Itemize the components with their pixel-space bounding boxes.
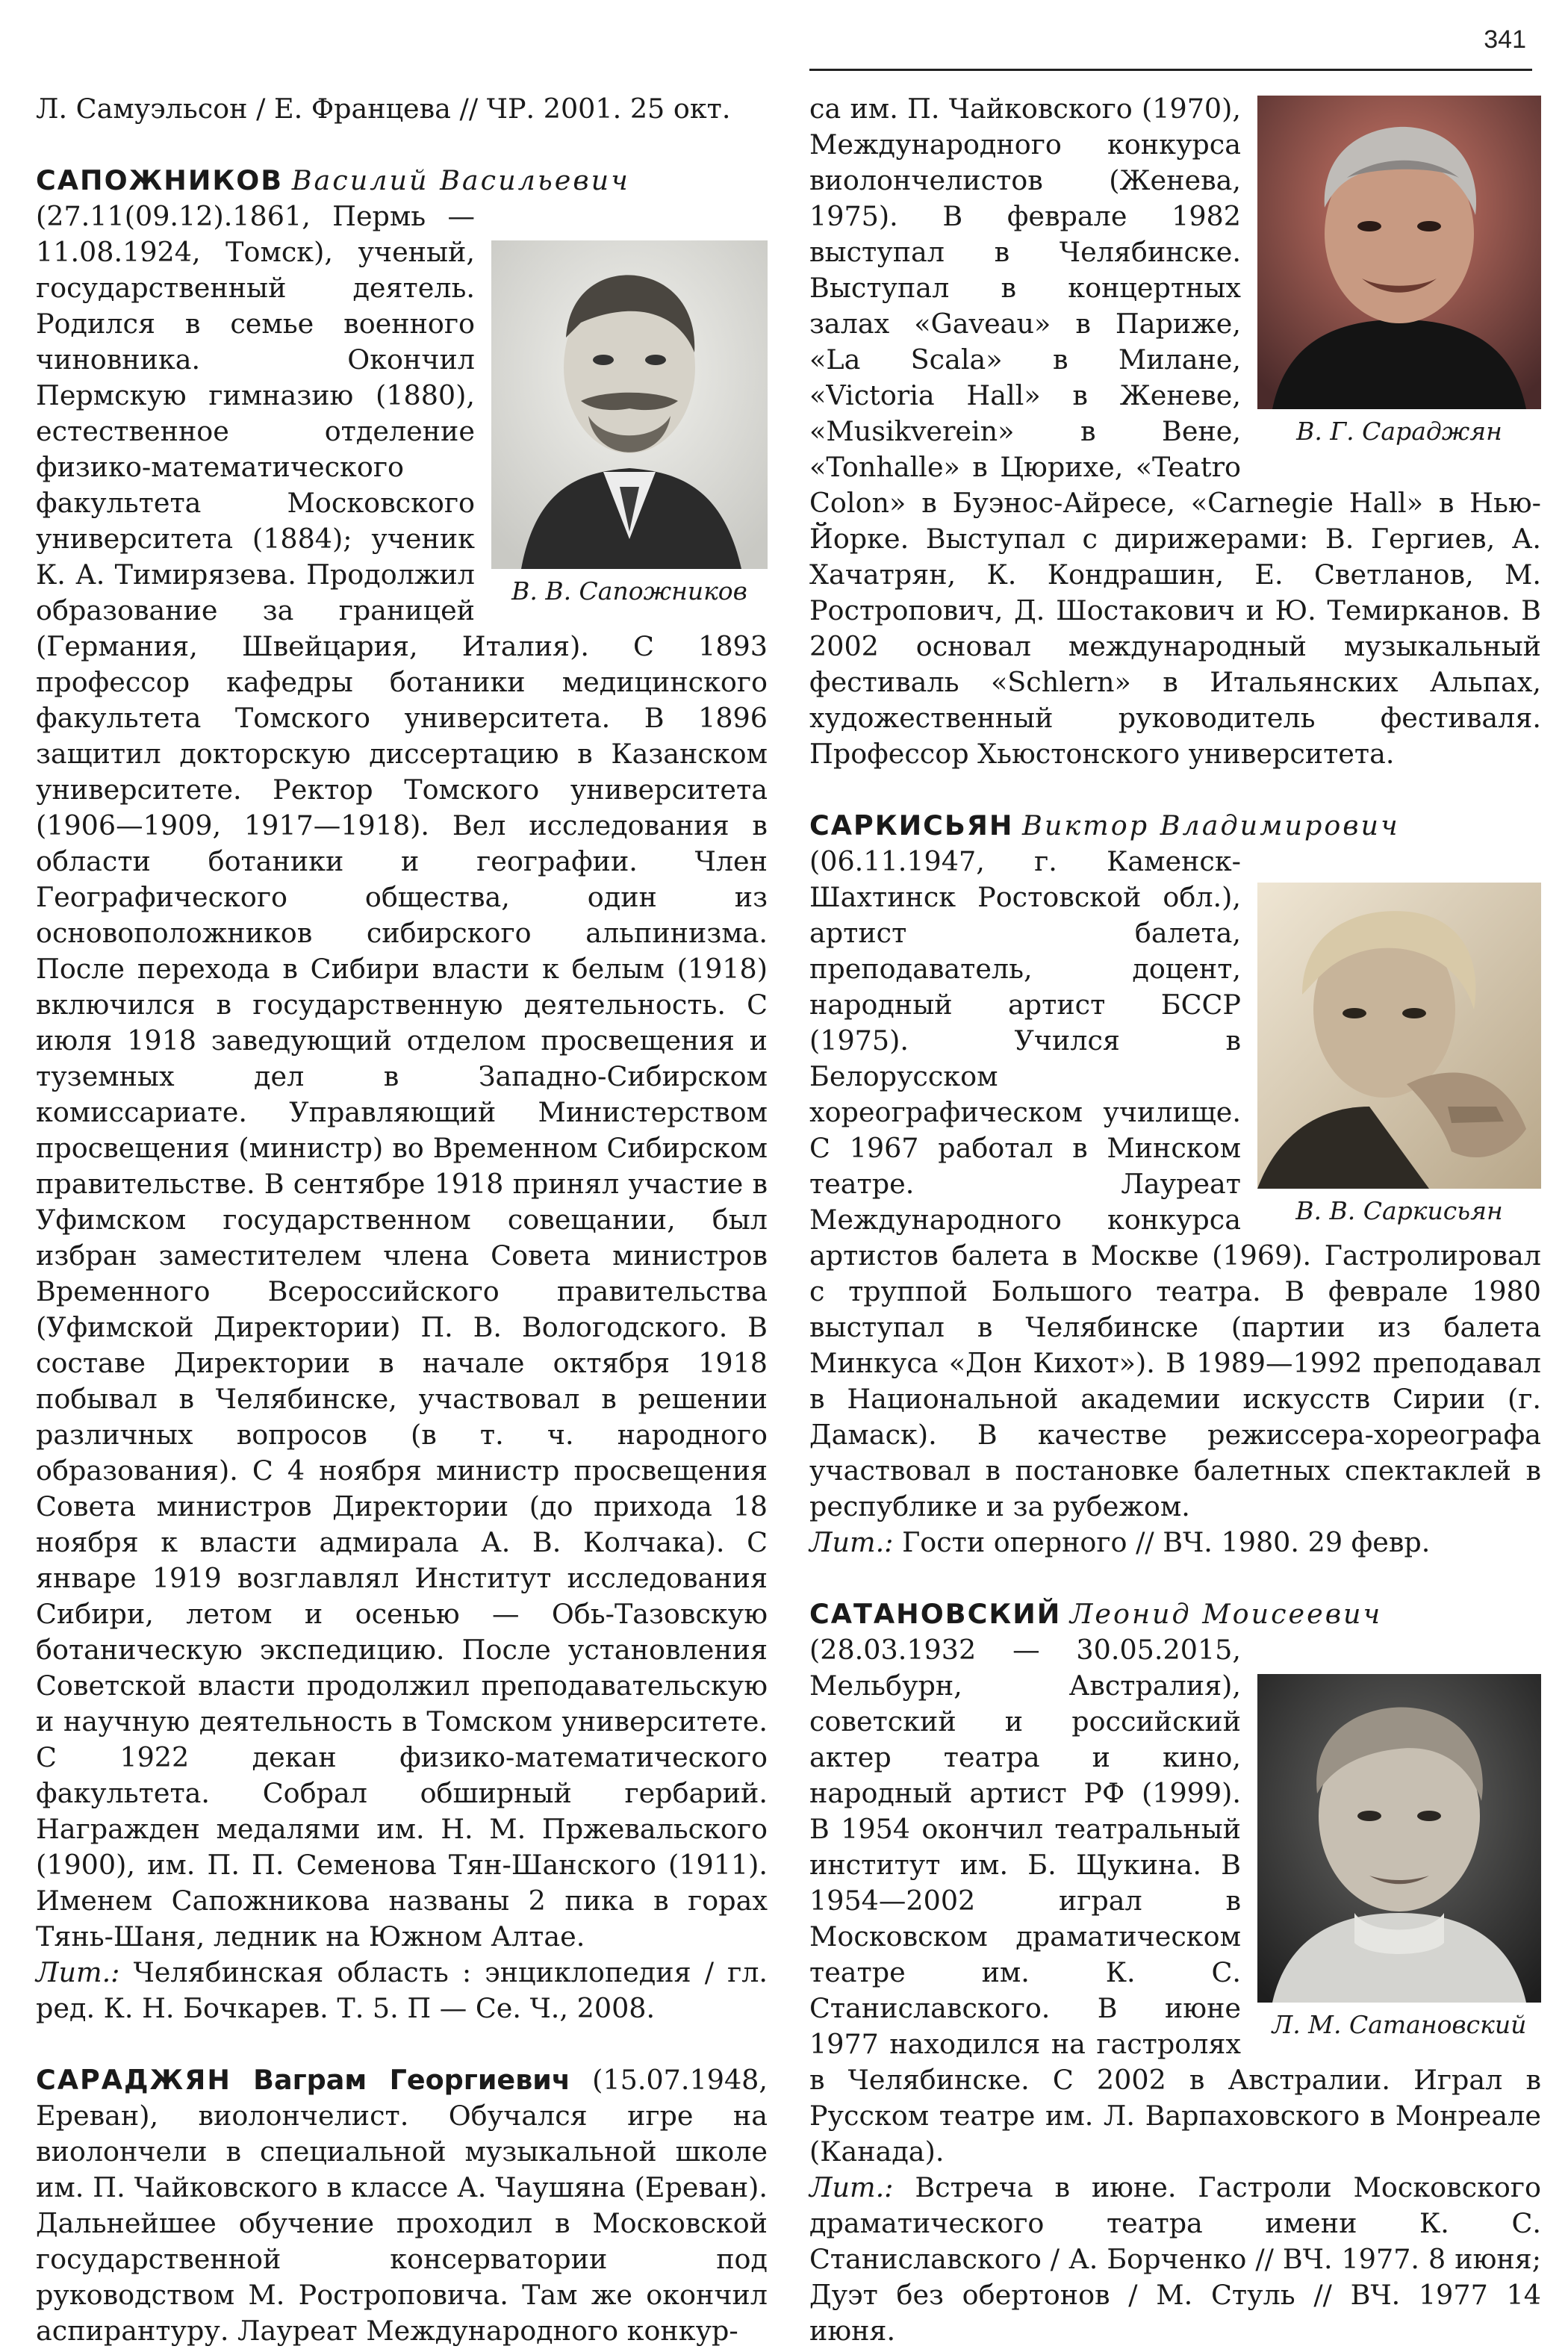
header-rule: [809, 69, 1532, 71]
entry-saradzhyan-continued: [809, 91, 1541, 772]
entry-text-with-heading: [36, 2062, 768, 2349]
entry-text: (06.11.1947, г. Каменск-Шахтинск Ростовской обл.), артист балета, преподаватель, доцент, народный артист БССР (1975). Учился в Белорусском хореографическом училище. С 1967 работал в Минском театре. Лауреат Международного конкурса артистов балета в Москве (1969). Гастролировал с труппой Большого театра. В феврале 1980 выступал в Челябинске (партии из балета Минкуса «Дон Кихот»). В 1989—1992 преподавал в Национальной академии искусств Сирии (г. Дамаск). В качестве режиссера-хореографа участвовал в постановке балетных спектаклей в республике и за рубежом.: [809, 845, 1541, 1522]
entry-given-names: Леонид Моисеевич: [1069, 1598, 1383, 1630]
portrait-photo: [491, 240, 768, 569]
literature-text: Встреча в июне. Гастроли Московского драматического театра имени К. С. Станиславского / А. Борченко // ВЧ. 1977. 8 июня; Дуэт без обертонов / М. Стуль // ВЧ. 1977 14 июня.: [809, 2171, 1541, 2347]
entry-text: (15.07.1948, Ереван), виолончелист. Обучался игре на виолончели в специальной музыкальной школе им. П. Чайковского в классе А. Чаушяна (Ереван). Дальнейшее обучение проходил в Московской государственной консерватории под руководством М. Ростроповича. Там же окончил аспирантуру. Лауреат Международного конкур-: [36, 2064, 768, 2347]
entry-given-names: Василий Васильевич: [291, 164, 630, 196]
figure-satanovsky: [1257, 1674, 1541, 2041]
entry-given-names: Ваграм Георгиевич: [253, 2064, 570, 2096]
figure-saradzhyan: [1257, 96, 1541, 448]
entry-text: (27.11(09.12).1861, Пермь — 11.08.1924, Томск), ученый, государственный деятель. Родился в семье военного чиновника. Окончил Пермскую гимназию (1880), естественное отделение физико-математического факультета Московского университета (1884); ученик К. А. Тимирязева. Продолжил образование за границей (Германия, Швейцария, Италия). С 1893 профессор кафедры ботаники медицинского факультета Томского университета. В 1896 защитил докторскую диссертацию в Казанском университете. Ректор Томского университета (1906—1909, 1917—1918). Вел исследования в области ботаники и географии. Член Географического общества, один из основоположников сибирского альпинизма. После перехода в Сибири власти к белым (1918) включился в государственную деятельность. С июля 1918 заведующий отделом просвещения и туземных дел в Западно-Сибирском комиссариате. Управляющий Министерством просвещения (министр) во Временном Сибирском правительстве. В сентябре 1918 принял участие в Уфимском государственном совещании, был избран заместителем члена Совета министров Временного Всероссийского правительства (Уфимской Директории) П. В. Вологодского. В составе Директории в начале октября 1918 побывал в Челябинске, участвовал в решении различных вопросов (в т. ч. народного образования). С 4 ноября министр просвещения Совета министров Директории (до прихода 18 ноября к власти адмирала А. В. Колчака). С январе 1919 возглавлял Институт исследования Сибири, летом и осенью — Обь-Тазовскую ботаническую экспедицию. После установления Советской власти продолжил преподавательскую и научную деятельность в Томском университете. С 1922 декан физико-математического факультета. Собрал обширный гербарий. Награжден медалями им. Н. М. Пржевальского (1900), им. П. П. Семенова Тян-Шанского (1911). Именем Сапожникова названы 2 пика в горах Тянь-Шаня, ледник на Южном Алтае.: [36, 200, 768, 1953]
literature-label: Лит.:: [809, 2171, 894, 2203]
entry-satanovsky: [809, 1596, 1541, 2349]
entry-heading: [36, 163, 768, 199]
entry-surname: САПОЖНИКОВ: [36, 164, 284, 196]
entry-sarkisyan: [809, 808, 1541, 1561]
entry-surname: САРКИСЬЯН: [809, 809, 1014, 841]
figure-caption: В. Г. Сараджян: [1296, 417, 1502, 446]
entry-sapozhnikov: [36, 163, 768, 2026]
portrait-photo: [1257, 96, 1541, 409]
figure-sarkisyan: [1257, 883, 1541, 1228]
literature-label: Лит.:: [36, 1956, 120, 1988]
entry-text: са им. П. Чайковского (1970), Международного конкурса виолончелистов (Женева, 1975). В феврале 1982 выступал в Челябинске. Выступал в концертных залах «Gaveau» в Париже, «La Scala» в Милане, «Victoria Hall» в Женеве, «Musikverein» в Вене, «Tonhalle» в Цюрихе, «Teatro Colon» в Буэнос-Айресе, «Carnegie Hall» в Нью-Йорке. Выступал с дирижерами: В. Гергиев, А. Хачатрян, К. Кондрашин, Е. Светланов, М. Ростропович, Д. Шостакович и Ю. Темирканов. В 2002 основал международный музыкальный фестиваль «Schlern» в Итальянских Альпах, художественный руководитель фестиваля. Профессор Хьюстонского университета.: [809, 93, 1541, 770]
left-column: [36, 91, 768, 2349]
figure-sapozhnikov: [491, 240, 768, 608]
figure-caption: Л. М. Сатановский: [1272, 2010, 1527, 2039]
portrait-photo: [1257, 1674, 1541, 2003]
entry-given-names: Виктор Владимирович: [1022, 809, 1400, 841]
entry-heading: [809, 1596, 1541, 1632]
entry-surname: САРАДЖЯН: [36, 2064, 231, 2096]
entry-surname: САТАНОВСКИЙ: [809, 1598, 1062, 1630]
figure-caption: В. В. Саркисьян: [1295, 1196, 1503, 1225]
entry-text: (28.03.1932 — 30.05.2015, Мельбурн, Австралия), советский и российский актер театра и кино, народный артист РФ (1999). В 1954 окончил театральный институт им. Б. Щукина. В 1954—2002 играл в Московском драматическом театре им. К. С. Станиславского. В июне 1977 находился на гастролях в Челябинске. С 2002 в Австралии. Играл в Русском театре им. Л. Варпаховского в Монреале (Канада).: [809, 1634, 1541, 2168]
figure-caption: В. В. Сапожников: [511, 576, 747, 606]
literature-text: Челябинская область : энциклопедия / гл. ред. К. Н. Бочкарев. Т. 5. П — Се. Ч., 2008.: [36, 1956, 768, 2024]
literature-text: Гости оперного // ВЧ. 1980. 29 февр.: [902, 1526, 1431, 1558]
page-number: 341: [1484, 25, 1526, 54]
entry-heading: [809, 808, 1541, 844]
right-column: [809, 91, 1541, 2349]
entry-literature: [809, 1525, 1541, 1561]
continuation-text: Л. Самуэльсон / Е. Францева // ЧР. 2001. 25 окт.: [36, 93, 731, 125]
literature-label: Лит.:: [809, 1526, 894, 1558]
portrait-photo: [1257, 883, 1541, 1189]
entry-literature: [36, 1955, 768, 2026]
entry-literature: [809, 2170, 1541, 2349]
entry-saradzhyan: [36, 2062, 768, 2349]
